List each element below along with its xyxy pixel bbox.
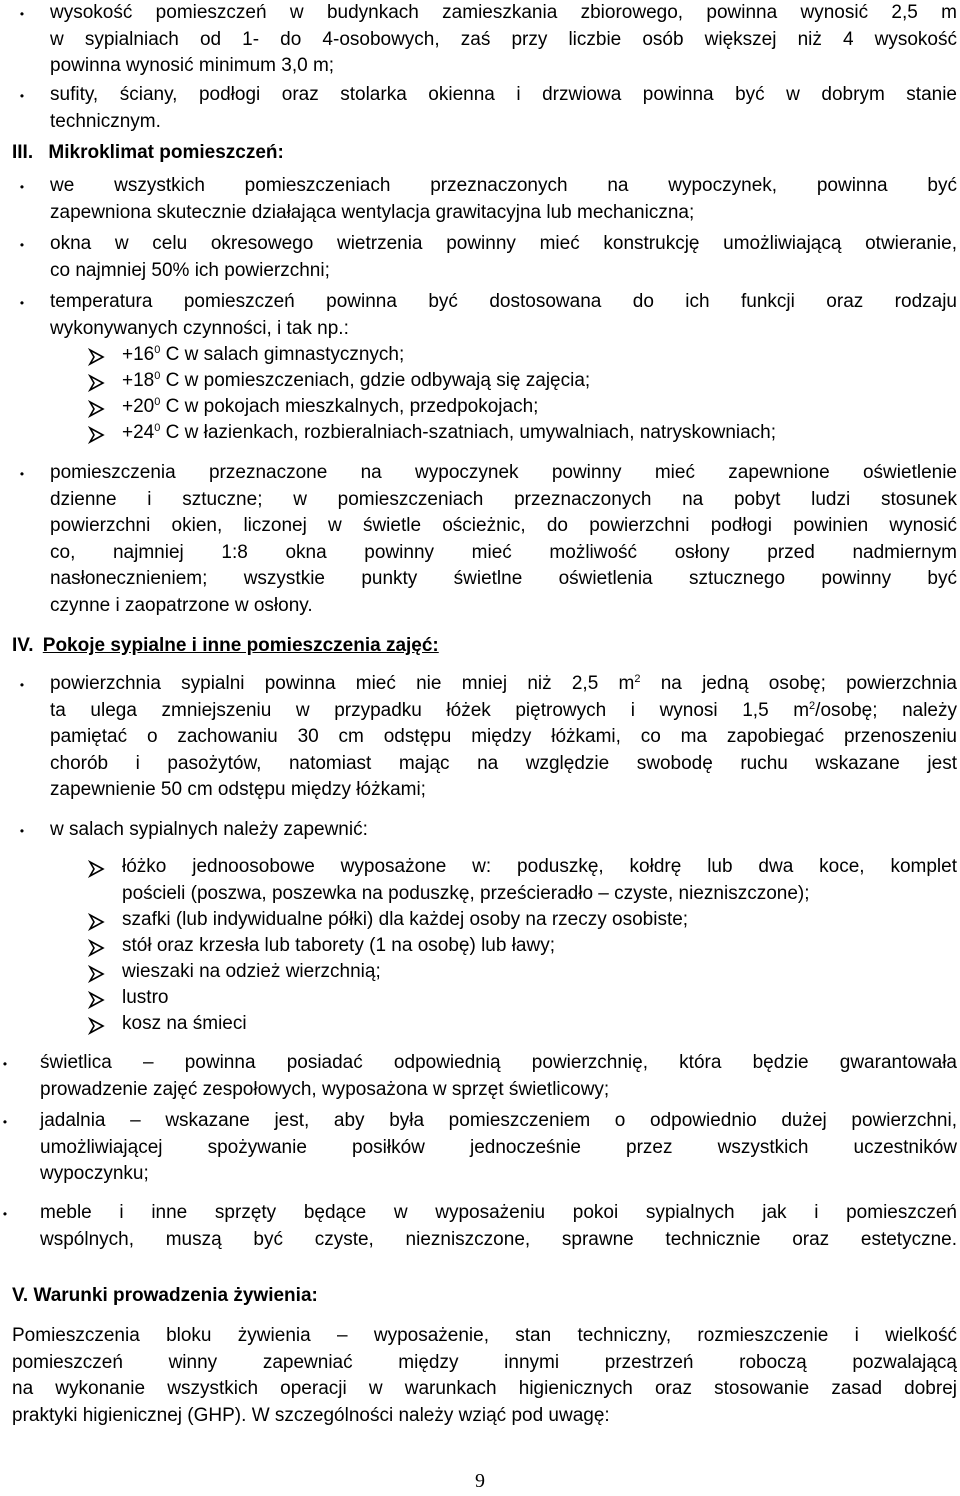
arrow-bullet-icon — [88, 964, 106, 984]
bullet — [17, 0, 27, 28]
rooms-item-cabinets: szafki (lub indywidualne półki) dla każdej osoby na rzeczy osobiste; — [122, 909, 689, 930]
section-heading-iv: IV. Pokoje sypialne i inne pomieszczenia zajęć: — [12, 635, 439, 656]
list-item-temperature: temperatura pomieszczeń powinna być dostosowana do ich funkcji oraz rodzaju wykonywanych czynności, i tak np.: — [50, 291, 957, 339]
bullet — [17, 817, 27, 845]
list-item-dining-room: jadalnia – wskazane jest, aby była pomieszczeniem o odpowiednio dużej powierzchni, umożliwiającej spożywanie posiłków jednocześnie przez wszystkich uczestników wypoczynku; — [40, 1110, 957, 1185]
list-item-ventilation: we wszystkich pomieszczeniach przeznaczonych na wypoczynek, powinna być zapewniona skutecznie działająca wentylacja grawitacyjna lub mechaniczna; — [50, 175, 957, 223]
arrow-bullet-icon — [88, 859, 106, 879]
arrow-bullet-icon — [88, 399, 106, 419]
bullet — [17, 289, 27, 317]
arrow-bullet-icon — [88, 912, 106, 932]
arrow-bullet-icon — [88, 938, 106, 958]
bullet — [17, 671, 27, 699]
list-item-surfaces: sufity, ściany, podłogi oraz stolarka okienna i drzwiowa powinna być w dobrym stanie technicznym. — [50, 84, 957, 132]
bullet — [17, 460, 27, 488]
temperature-item: $+18^0$ C w pomieszczeniach, gdzie odbywają się zajęcia; — [122, 370, 591, 391]
section-heading-iii: III. Mikroklimat pomieszczeń: — [12, 142, 284, 163]
rooms-intro: w salach sypialnych należy zapewnić: — [50, 819, 368, 840]
rooms-item-bin: kosz na śmieci — [122, 1013, 247, 1034]
rooms-item-bed: łóżko jednoosobowe wyposażone w: poduszkę, kołdrę lub dwa koce, komplet pościeli (poszwa, poszewka na poduszkę, prześcieradło – czyste, niezniszczone); — [122, 856, 957, 904]
arrow-bullet-icon — [88, 990, 106, 1010]
rooms-item-hangers: wieszaki na odzież wierzchnią; — [122, 961, 381, 982]
rooms-item-table: stół oraz krzesła lub taborety (1 na osobę) lub ławy; — [122, 935, 555, 956]
rooms-item-mirror: lustro — [122, 987, 169, 1008]
list-item-lighting: pomieszczenia przeznaczone na wypoczynek powinny mieć zapewnione oświetlenie dzienne i sztuczne; w pomieszczeniach przeznaczonych na pobyt ludzi stosunek powierzchni okien, liczonej w świetle ościeżnic, do powierzchni podłogi powinien wynosić co, najmniej 1:8 okna powinny mieć możliwość osłony przed nadmiernym nasłonecznieniem; wszystkie punkty świetlne oświetlenia sztucznego powinny być czynne i zaopatrzone w osłony. — [50, 462, 957, 616]
bullet — [0, 1050, 10, 1078]
temperature-item: $+20^0$ C w pokojach mieszkalnych, przedpokojach; — [122, 396, 539, 417]
bullet — [17, 82, 27, 110]
arrow-bullet-icon — [88, 373, 106, 393]
arrow-bullet-icon — [88, 425, 106, 445]
list-item-common-room: świetlica – powinna posiadać odpowiednią powierzchnię, która będzie gwarantowała prowadzenie zajęć zespołowych, wyposażona w sprzęt świetlicowy; — [40, 1052, 957, 1100]
bullet — [0, 1200, 10, 1228]
arrow-bullet-icon — [88, 347, 106, 367]
section-heading-v: V. Warunki prowadzenia żywienia: — [12, 1285, 318, 1306]
bullet — [17, 231, 27, 259]
page-number: 9 — [475, 1470, 485, 1492]
list-item-area: powierzchnia sypialni powinna mieć nie mniej niż 2,5 $m^2$ na jedną osobę; powierzchnia ta ulega zmniejszeniu w przypadku łóżek piętrowych i wynosi 1,5 $m^2$/osobę; należy pamiętać o zachowaniu 30 cm odstępu między łóżkami, co ma zapobiegać przenoszeniu chorób i pasożytów, natomiast mając na względzie swobodę ruchu wskazane jest zapewnienie 50 cm odstępu między łóżkami; — [50, 673, 957, 801]
list-item-windows: okna w celu okresowego wietrzenia powinny mieć konstrukcję umożliwiającą otwieranie, co najmniej 50% ich powierzchni; — [50, 233, 957, 281]
temperature-item: $+16^0$ C w salach gimnastycznych; — [122, 344, 405, 365]
temperature-item: $+24^0$ C w łazienkach, rozbieralniach-szatniach, umywalniach, natryskowniach; — [122, 422, 777, 443]
section-v-paragraph: Pomieszczenia bloku żywienia – wyposażenie, stan techniczny, rozmieszczenie i wielkość pomieszczeń winny zapewniać między innymi przestrzeń roboczą pozwalającą na wykonanie wszystkich operacji w warunkach higienicznych oraz stosowanie zasad dobrej praktyki higienicznej (GHP). W szczególności należy wziąć pod uwagę: — [12, 1325, 957, 1426]
bullet — [0, 1108, 10, 1136]
arrow-bullet-icon — [88, 1016, 106, 1036]
list-item-height: wysokość pomieszczeń w budynkach zamieszkania zbiorowego, powinna wynosić 2,5 m w sypialniach od 1- do 4-osobowych, zaś przy liczbie osób większej niż 4 wysokość powinna wynosić minimum 3,0 m; — [50, 2, 957, 77]
bullet — [17, 173, 27, 201]
list-item-furniture: meble i inne sprzęty będące w wyposażeniu pokoi sypialnych jak i pomieszczeń wspólnych, muszą być czyste, niezniszczone, sprawne technicznie oraz estetyczne. — [40, 1202, 957, 1250]
